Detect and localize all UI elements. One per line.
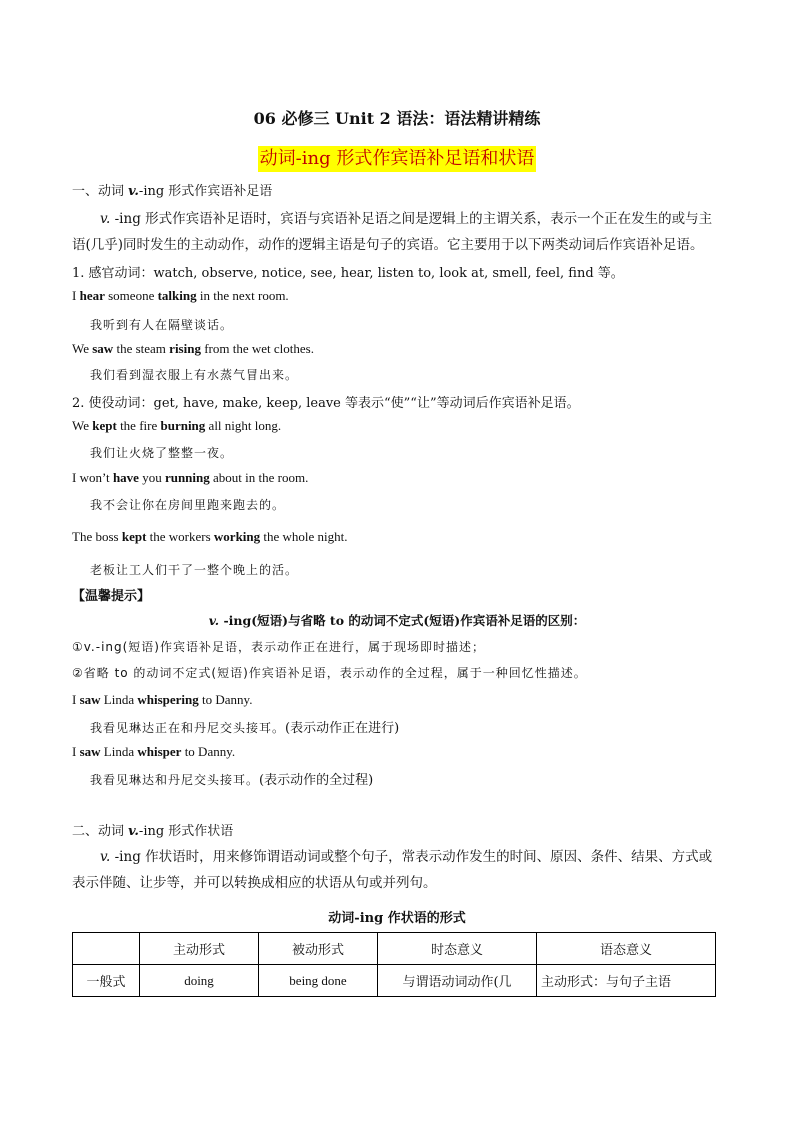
ex-part: the fire [116, 418, 161, 433]
section-1-intro-line-2: 语(几乎)同时发生的主动动作，动作的逻辑主语是句子的宾语。它主要用于以下两类动词后作宾语补足语。 [72, 237, 704, 253]
ex-ing-form: talking [157, 288, 197, 303]
section-1-heading-suffix: -ing 形式作宾语补足语 [138, 184, 273, 199]
ex-verb: saw [92, 341, 114, 356]
tip-title-text: -ing(短语)与省略 to 的动词不定式(短语)作宾语补足语的区别： [219, 613, 586, 628]
table-cell: 主动形式：与句子主语 [537, 965, 716, 997]
section-2-intro-v: v. [100, 849, 111, 865]
table-row [73, 965, 716, 997]
section-1-heading-v: v. [128, 184, 139, 199]
ex-part: in the next room. [196, 288, 289, 303]
example-sentence-3 [72, 418, 281, 434]
ex-ing-form: running [164, 470, 210, 485]
highlighted-subtitle-wrap [0, 146, 794, 172]
ex-ing-form: working [213, 529, 261, 544]
translation-7-note: (表示动作的全过程) [259, 773, 374, 788]
ex-verb: have [112, 470, 139, 485]
example-sentence-1 [72, 288, 289, 304]
tip-title [0, 611, 794, 629]
ex-part: from the wet clothes. [200, 341, 314, 356]
ex-part: We [72, 341, 93, 356]
ex-part: I [72, 692, 80, 707]
table-header-row [73, 933, 716, 965]
table-cell: 与谓语动词动作(几 [378, 965, 537, 997]
section-1-intro-text: -ing 形式作宾语补足语时，宾语与宾语补足语之间是逻辑上的主谓关系，表示一个正在发生的或与主 [110, 211, 713, 227]
section-1-intro-v: v. [100, 211, 111, 227]
translation-6-text: 我看见琳达正在和丹尼交头接耳。 [90, 721, 286, 735]
ex-part: the steam [113, 341, 170, 356]
translation-4: 我不会让你在房间里跑来跑去的。 [90, 498, 286, 512]
table-header-cell: 时态意义 [378, 933, 537, 965]
ex-part: I [72, 744, 80, 759]
ex-ing-form: burning [160, 418, 206, 433]
ex-part: The boss [72, 529, 122, 544]
table-header-cell: 主动形式 [140, 933, 259, 965]
example-sentence-5 [72, 529, 348, 545]
ex-part: you [138, 470, 165, 485]
ex-part: I won’t [72, 470, 113, 485]
translation-6 [90, 717, 399, 736]
example-sentence-2 [72, 341, 314, 357]
highlighted-subtitle: 动词-ing 形式作宾语补足语和状语 [258, 146, 537, 172]
table-cell: doing [140, 965, 259, 997]
ex-part: Linda [100, 692, 138, 707]
section-2-intro-text: -ing 作状语时，用来修饰谓语动词或整个句子，常表示动作发生的时间、原因、条件、结果、方式或 [110, 849, 713, 865]
translation-6-note: (表示动作正在进行) [285, 721, 400, 736]
page-title: 06 必修三 Unit 2 语法：语法精讲精练 [253, 109, 541, 128]
ex-verb: kept [121, 529, 147, 544]
perception-verbs-item: 1. 感官动词：watch, observe, notice, see, hear, listen to, look at, smell, feel, find 等。 [72, 266, 624, 281]
translation-7-text: 我看见琳达和丹尼交头接耳。 [90, 773, 260, 787]
causative-verbs-item: 2. 使役动词：get, have, make, keep, leave 等表示“使”“让”等动词后作宾语补足语。 [72, 396, 580, 411]
example-sentence-4 [72, 470, 308, 486]
ex-part: Linda [100, 744, 138, 759]
ex-part: I [72, 288, 80, 303]
translation-3: 我们让火烧了整整一夜。 [90, 446, 234, 460]
translation-2: 我们看到湿衣服上有水蒸气冒出来。 [90, 368, 299, 382]
ex-ing-form: whispering [137, 692, 199, 707]
section-1-intro-line-1 [100, 206, 712, 232]
section-1-heading [72, 180, 272, 199]
section-2-heading-prefix: 二、动词 [72, 824, 129, 839]
ex-part: about in the room. [209, 470, 309, 485]
tip-point-1: ①v.-ing(短语)作宾语补足语，表示动作正在进行，属于现场即时描述； [72, 640, 485, 654]
section-2-heading-v: v. [128, 824, 139, 839]
section-2-heading-suffix: -ing 形式作状语 [138, 824, 234, 839]
ex-verb: hear [79, 288, 105, 303]
section-2-intro-line-1 [100, 844, 712, 870]
section-2-intro-line-2: 表示伴随、让步等，并可以转换成相应的状语从句或并列句。 [72, 875, 437, 891]
translation-1: 我听到有人在隔壁谈话。 [90, 318, 234, 332]
ex-part: the whole night. [260, 529, 348, 544]
section-1-heading-prefix: 一、动词 [72, 184, 129, 199]
table-cell: being done [259, 965, 378, 997]
ex-verb: saw [79, 744, 101, 759]
ing-adverbial-forms-table [72, 932, 716, 997]
ex-verb: kept [92, 418, 117, 433]
table-header-cell [73, 933, 140, 965]
table-header-cell: 被动形式 [259, 933, 378, 965]
table-caption: 动词-ing 作状语的形式 [328, 911, 466, 926]
section-2-heading [72, 820, 233, 839]
tip-label: 【温馨提示】 [72, 589, 151, 604]
ex-part: We [72, 418, 93, 433]
translation-7 [90, 769, 373, 788]
ex-part: the workers [146, 529, 214, 544]
ex-part: to Danny. [181, 744, 236, 759]
ex-base-form: whisper [137, 744, 182, 759]
ex-ing-form: rising [169, 341, 201, 356]
table-cell: 一般式 [73, 965, 140, 997]
table-header-cell: 语态意义 [537, 933, 716, 965]
ex-part: to Danny. [198, 692, 253, 707]
ex-verb: saw [79, 692, 101, 707]
translation-5: 老板让工人们干了一整个晚上的活。 [90, 563, 299, 577]
example-sentence-6 [72, 692, 252, 708]
ex-part: someone [104, 288, 158, 303]
tip-point-2: ②省略 to 的动词不定式(短语)作宾语补足语，表示动作的全过程，属于一种回忆性描述。 [72, 666, 587, 680]
tip-title-v: v. [208, 613, 220, 628]
ex-part: all night long. [205, 418, 282, 433]
example-sentence-7 [72, 744, 235, 760]
